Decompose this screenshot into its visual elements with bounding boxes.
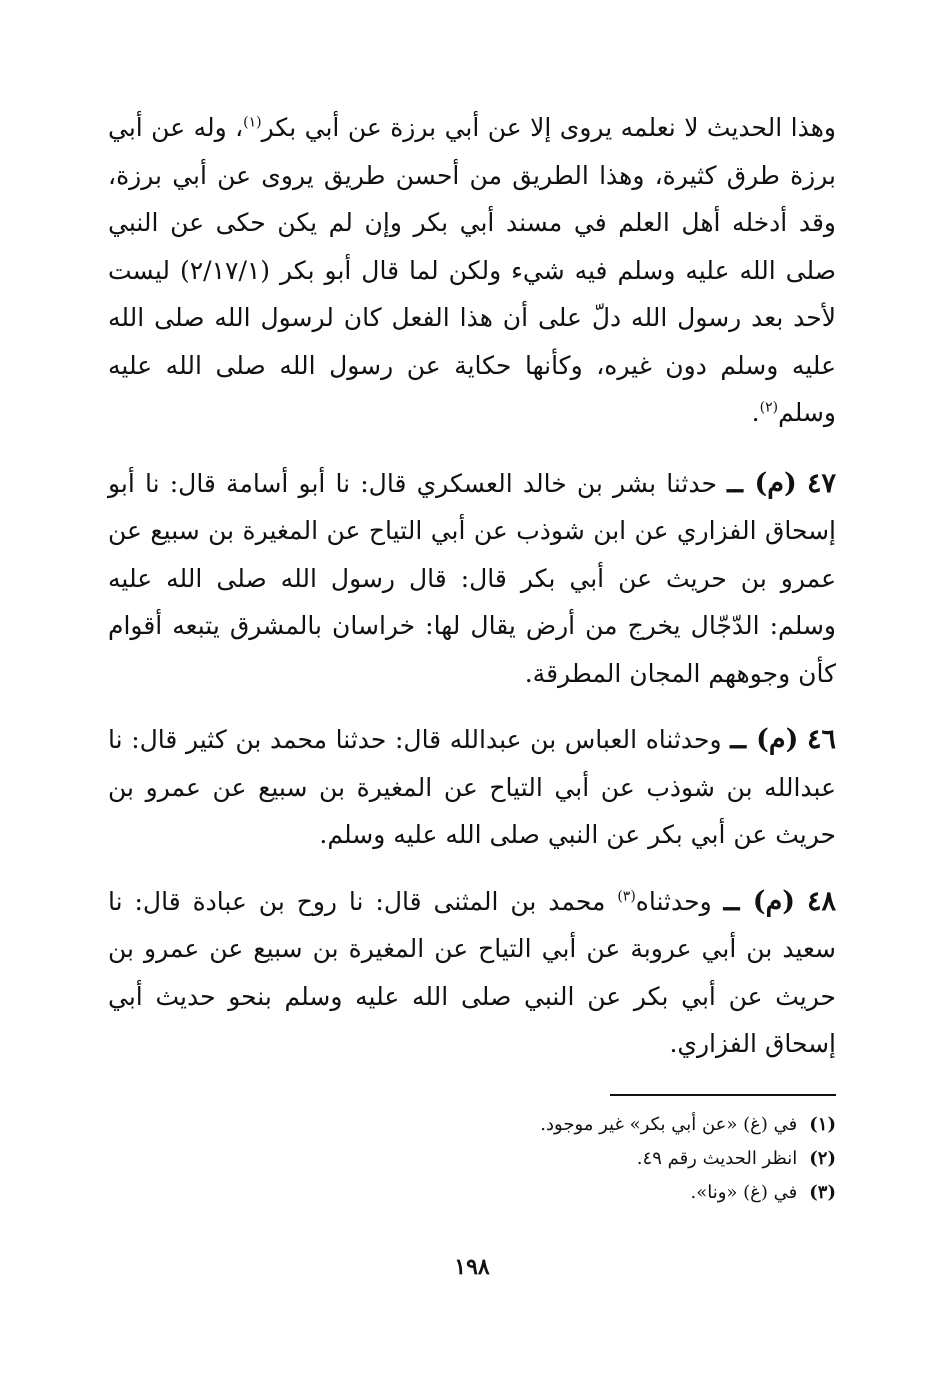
footnote-text: في (غ) «عن أبي بكر» غير موجود. <box>540 1114 798 1135</box>
hadith-46 <box>108 716 836 859</box>
hadith-number: ٤٧ <box>806 467 836 499</box>
footnote-number: (٢) <box>809 1148 836 1169</box>
footnote-1 <box>336 1108 836 1142</box>
main-text <box>108 104 836 1087</box>
footnote-ref-3[interactable]: (٣) <box>617 888 636 905</box>
hadith-number: ٤٦ <box>806 724 836 755</box>
hadith-marker: (م) ــ <box>723 885 796 917</box>
hadith-text: محمد بن المثنى قال: نا روح بن عبادة قال: نا سعيد بن أبي عروبة عن أبي التياح عن المغيرة بن سبيع عن عمرو بن حريث عن أبي بكر عن النبي صلى الله عليه وسلم بنحو حديث أبي إسحاق الفزاري. <box>108 886 836 1058</box>
footnote-ref-2[interactable]: (٢) <box>759 399 779 416</box>
hadith-text: حدثنا بشر بن خالد العسكري قال: نا أبو أسامة قال: نا أبو إسحاق الفزاري عن ابن شوذب عن أبي التياح عن المغيرة بن سبيع عن عمرو بن حريث عن أبي بكر قال: قال رسول الله صلى الله عليه وسلم: الدّجّال يخرج من أرض يقال لها: خراسان بالمشرق يتبعه أقوام كأن وجوههم المجان المطرقة. <box>108 468 836 688</box>
hadith-48 <box>108 878 836 1068</box>
footnote-number: (٣) <box>809 1182 836 1203</box>
footnote-ref-1[interactable]: (١) <box>243 114 262 131</box>
commentary-text-start: وهذا الحديث لا نعلمه يروى إلا عن أبي برزة عن أبي بكر <box>261 113 836 142</box>
hadith-47 <box>108 460 836 698</box>
footnote-text: في (غ) «ونا». <box>690 1182 798 1203</box>
footnote-number: (١) <box>809 1114 836 1135</box>
footnote-divider <box>610 1094 836 1096</box>
footnote-text: انظر الحديث رقم ٤٩. <box>636 1148 798 1169</box>
footnotes <box>336 1108 836 1210</box>
commentary-text-end: . <box>751 398 760 427</box>
commentary-text-middle: ، وله عن أبي برزة طرق كثيرة، وهذا الطريق من أحسن طريق يروى عن أبي برزة، وقد أدخله أهل العلم في مسند أبي بكر وإن لم يكن حكى عن النبي صلى الله عليه وسلم فيه شيء ولكن لما قال أبو بكر (٢/١٧/١) ليست لأحد بعد رسول الله دلّ على أن هذا الفعل كان لرسول الله صلى الله عليه وسلم دون غيره، وكأنها حكاية عن رسول الله صلى الله عليه وسلم <box>108 113 837 427</box>
footnote-3 <box>336 1176 836 1210</box>
hadith-marker: (م) ــ <box>730 724 799 755</box>
page-number: ١٩٨ <box>454 1254 490 1280</box>
paragraph-commentary <box>108 104 836 437</box>
hadith-text-start: وحدثناه <box>635 886 712 916</box>
hadith-marker: (م) ــ <box>727 467 797 499</box>
footnote-2 <box>336 1142 836 1176</box>
hadith-text: وحدثناه العباس بن عبدالله قال: حدثنا محمد بن كثير قال: نا عبدالله بن شوذب عن أبي التياح عن المغيرة بن سبيع عن عمرو بن حريث عن أبي بكر عن النبي صلى الله عليه وسلم. <box>108 725 836 849</box>
hadith-number: ٤٨ <box>807 885 837 917</box>
